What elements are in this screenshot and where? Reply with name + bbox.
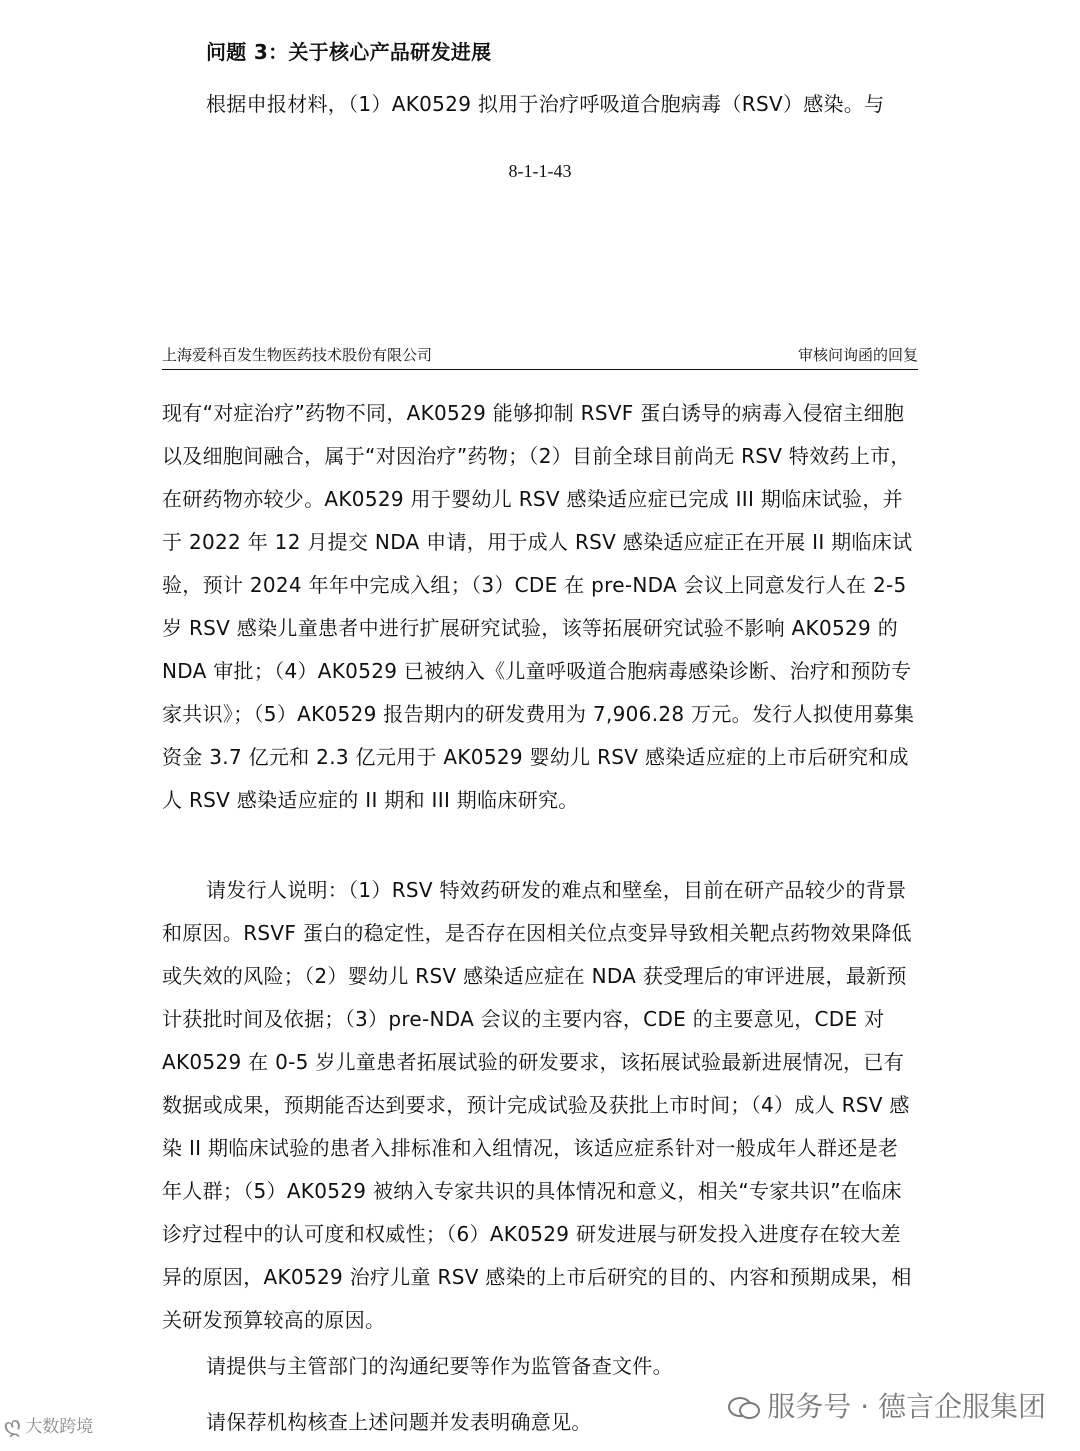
left-watermark-text: 大数跨境 (25, 1417, 94, 1437)
header-rule (162, 369, 918, 370)
page-number: 8-1-1-43 (508, 161, 572, 181)
intro-start-line: 根据申报材料，（1）AK0529 拟用于治疗呼吸道合胞病毒（RSV）感染。与 (206, 92, 885, 116)
provide-documents-paragraph: 请提供与主管部门的沟通纪要等作为监管备查文件。 (206, 1354, 673, 1378)
wechat-chat-icon (727, 1395, 759, 1419)
left-watermark (0, 1411, 94, 1442)
request-paragraph: 请发行人说明：（1）RSV 特效药研发的难点和壁垒，目前在研产品较少的背景和原因。RSVF 蛋白的稳定性，是否存在因相关位点变异导致相关靶点药物效果降低或失效的风险；（2）婴幼儿 RSV 感染适应症在 NDA 获受理后的审评进展，最新预计获批时间及依据；（3）pre-NDA 会议的主要内容，CDE 的主要意见，CDE 对 AK0529 在 0-5 岁儿童患者拓展试验的研发要求，该拓展试验最新进展情况，已有数据或成果，预期能否达到要求，预计完成试验及获批上市时间；（4）成人 RSV 感染 II 期临床试验的患者入排标准和入组情况，该适应症系针对一般成年人群还是老年人群；（5）AK0529 被纳入专家共识的具体情况和意义，相关“专家共识”在临床诊疗过程中的认可度和权威性；（6）AK0529 研发进展与研发投入进度存在较大差异的原因，AK0529 治疗儿童 RSV 感染的上市后研究的目的、内容和预期成果，相关研发预算较高的原因。 (162, 878, 912, 1332)
question-heading: 问题 3：关于核心产品研发进展 (206, 40, 492, 64)
page-header-title: 审核问询函的回复 (797, 346, 918, 364)
right-watermark-text: 服务号 · 德言企服集团 (767, 1390, 1046, 1423)
sponsor-opinion-paragraph: 请保荐机构核查上述问题并发表明确意见。 (206, 1410, 592, 1434)
right-watermark (727, 1385, 1046, 1429)
cross-border-logo-icon: ღ (0, 1411, 25, 1442)
body-continuation-paragraph: 现有“对症治疗”药物不同，AK0529 能够抑制 RSVF 蛋白诱导的病毒入侵宿主细胞以及细胞间融合，属于“对因治疗”药物；（2）目前全球目前尚无 RSV 特效药上市，在研药物亦较少。AK0529 用于婴幼儿 RSV 感染适应症已完成 III 期临床试验，并于 2022 年 12 月提交 NDA 申请，用于成人 RSV 感染适应症正在开展 II 期临床试验，预计 2024 年年中完成入组；（3）CDE 在 pre-NDA 会议上同意发行人在 2-5 岁 RSV 感染儿童患者中进行扩展研究试验，该等拓展研究试验不影响 AK0529 的 NDA 审批；（4）AK0529 已被纳入《儿童呼吸道合胞病毒感染诊断、治疗和预防专家共识》；（5）AK0529 报告期内的研发费用为 7,906.28 万元。发行人拟使用募集资金 3.7 亿元和 2.3 亿元用于 AK0529 婴幼儿 RSV 感染适应症的上市后研究和成人 RSV 感染适应症的 II 期和 III 期临床研究。 (162, 401, 915, 812)
page-header-company: 上海爱科百发生物医药技术股份有限公司 (162, 346, 433, 364)
